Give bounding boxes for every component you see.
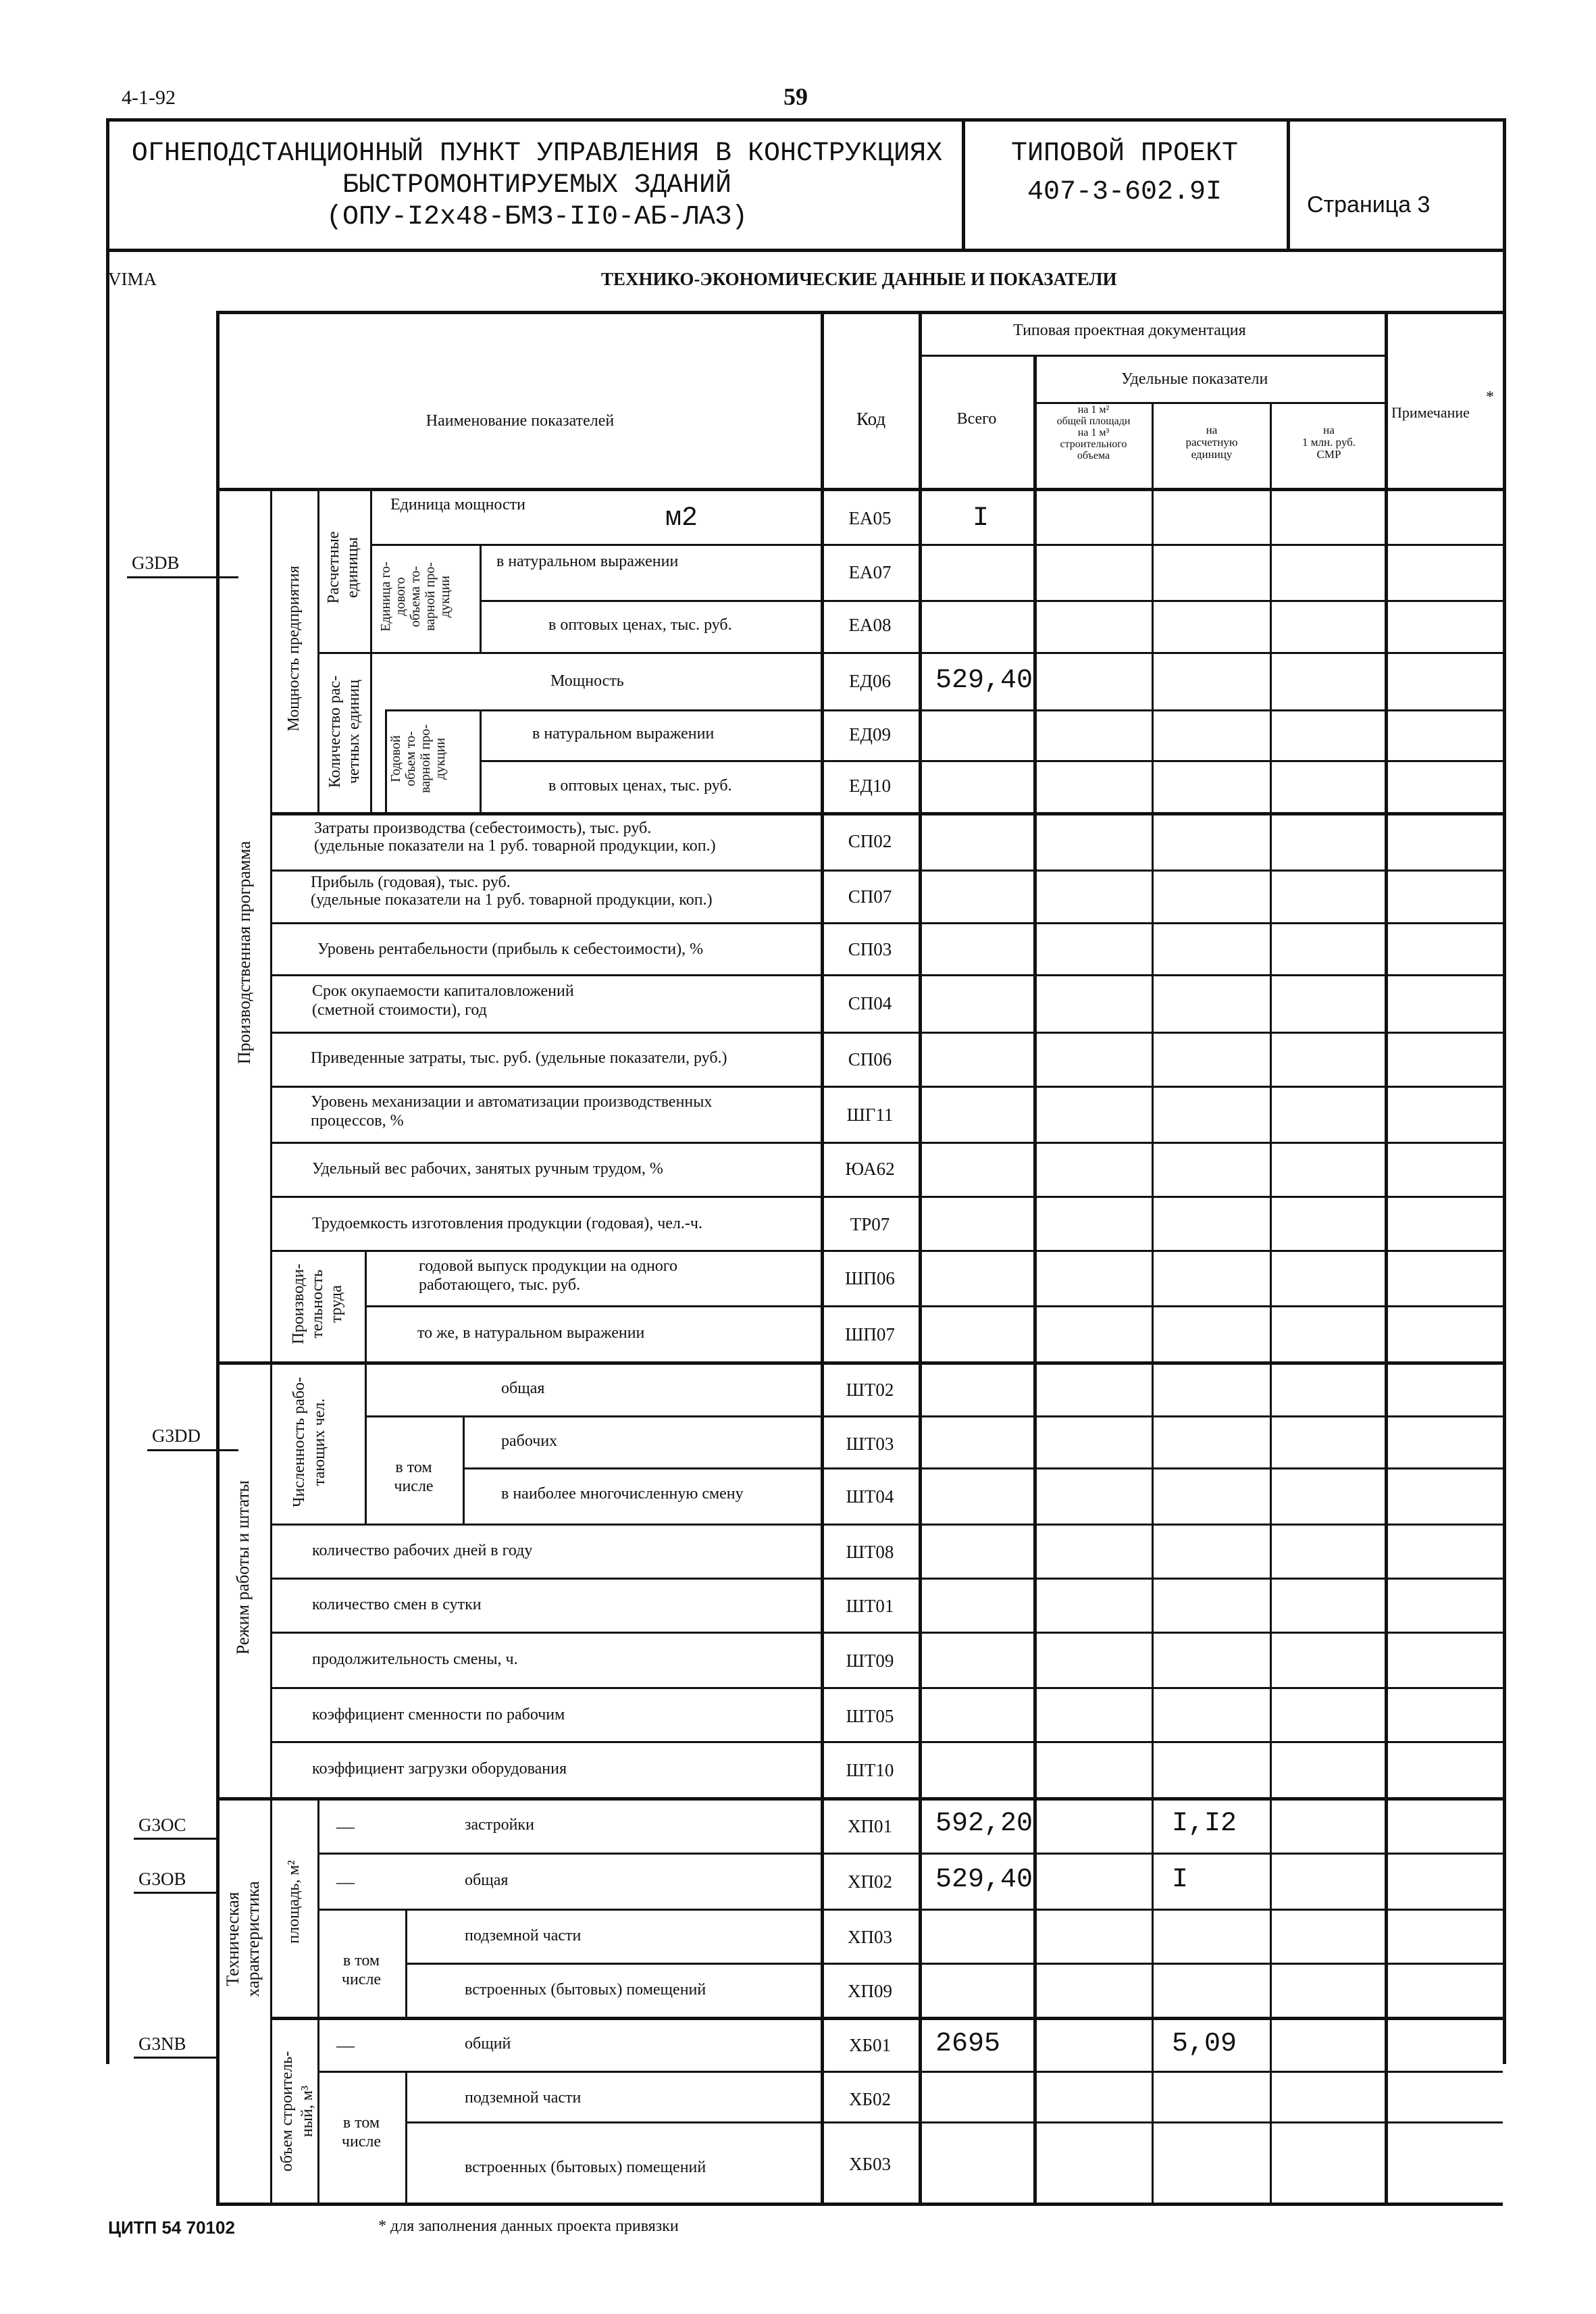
project-type: ТИПОВОЙ ПРОЕКТ: [1010, 139, 1239, 169]
row-built-dash: —: [336, 1816, 355, 1836]
code-sht02: ШТ02: [846, 1380, 894, 1400]
row-natural: в натуральном выражении: [496, 553, 679, 570]
code-xp01: ХП01: [848, 1816, 892, 1836]
value-xp02-unit: I: [1172, 1865, 1189, 1895]
section-code: VIMA: [108, 269, 157, 289]
row-staff-total: общая: [501, 1380, 545, 1397]
row-cost: Затраты производства (себестоимость), тыс. руб. (удельные показатели на 1 руб. товарной продукции, коп.): [314, 820, 716, 855]
doc-number: 4-1-92: [122, 86, 176, 109]
row-unit-capacity: Единица мощности: [390, 496, 525, 513]
code-sht01: ШТ01: [846, 1596, 894, 1616]
title-line-1: ОГНЕПОДСТАНЦИОННЫЙ ПУНКТ УПРАВЛЕНИЯ В КОНСТРУКЦИЯХ: [131, 139, 943, 169]
code-sp04: СП04: [848, 993, 892, 1013]
code-g3nb: G3NB: [138, 2034, 186, 2054]
code-ea08: ЕА08: [848, 615, 892, 635]
vlabel-tech: Техническая характеристика: [223, 1881, 263, 1997]
row-built: застройки: [465, 1816, 534, 1834]
value-xb01-unit: 5,09: [1172, 2029, 1237, 2059]
code-sp02: СП02: [848, 831, 892, 851]
row-vol-builtin: встроенных (бытовых) помещений: [465, 2159, 706, 2176]
row-vol-total-dash: —: [336, 2035, 355, 2055]
code-sp06: СП06: [848, 1049, 892, 1070]
row-underground: подземной части: [465, 1927, 582, 1944]
value-xp01-total: 592,20: [935, 1809, 1033, 1839]
row-load-coef: коэффициент загрузки оборудования: [312, 1760, 567, 1778]
head-per-mln: на 1 млн. руб. СМР: [1302, 424, 1356, 461]
vlabel-volume: объем строитель- ный, м³: [278, 2051, 316, 2172]
vlabel-annual-vol: Годовой объем то- варной про- дукции: [388, 724, 448, 793]
code-sht03: ШТ03: [846, 1434, 894, 1454]
code-ed09: ЕД09: [849, 724, 891, 745]
value-ed06-total: 529,40: [935, 665, 1033, 696]
vlabel-area: площадь, м²: [285, 1860, 303, 1944]
vlabel-prod-program: Производственная программа: [234, 840, 254, 1065]
code-xp09: ХП09: [848, 1981, 892, 2001]
head-note: Примечание: [1391, 404, 1470, 421]
row-shifts: количество смен в сутки: [312, 1596, 482, 1613]
row-manual: Удельный вес рабочих, занятых ручным трудом, %: [312, 1160, 663, 1178]
head-specific: Удельные показатели: [1121, 370, 1268, 388]
page-number: 59: [783, 83, 808, 110]
vlabel-count-units: Количество рас- четных единиц: [326, 675, 363, 788]
code-xp03: ХП03: [848, 1927, 892, 1947]
vlabel-productivity: Производи- тельность труда: [290, 1263, 345, 1344]
vlabel-calc-units: Расчетные единицы: [325, 531, 361, 604]
row-output: годовой выпуск продукции на одного работающего, тыс. руб.: [419, 1257, 678, 1294]
code-xb03: ХБ03: [848, 2154, 891, 2174]
head-per-unit: на расчетную единицу: [1185, 424, 1238, 461]
head-note-mark: *: [1486, 388, 1494, 406]
row-work-days: количество рабочих дней в году: [312, 1542, 533, 1559]
code-ea05: ЕА05: [848, 508, 892, 528]
row-wholesale-2: в оптовых ценах, тыс. руб.: [548, 777, 732, 795]
row-shift-coef: коэффициент сменности по рабочим: [312, 1706, 565, 1724]
head-total: Всего: [956, 410, 997, 428]
footer-org: ЦИТП 54 70102: [108, 2217, 235, 2238]
code-sht09: ШТ09: [846, 1651, 894, 1671]
value-ea05-total: I: [973, 503, 989, 534]
code-tr07: ТР07: [850, 1214, 890, 1234]
row-wholesale: в оптовых ценах, тыс. руб.: [548, 616, 732, 634]
footer-footnote: * для заполнения данных проекта привязки: [378, 2217, 679, 2235]
row-vol-underground: подземной части: [465, 2089, 582, 2107]
section-title: ТЕХНИКО-ЭКОНОМИЧЕСКИЕ ДАННЫЕ И ПОКАЗАТЕЛИ: [601, 269, 1117, 289]
page-label: Страница 3: [1307, 192, 1431, 218]
code-sp03: СП03: [848, 939, 892, 959]
head-per-m2: на 1 м² общей площади на 1 м³ строительного объема: [1056, 404, 1131, 461]
row-vol-incl: в том числе: [341, 2114, 382, 2150]
code-g3db: G3DB: [132, 553, 180, 573]
vlabel-annual-unit: Единица го- дового объема то- варной про- дукции: [378, 561, 453, 632]
row-capacity: Мощность: [550, 672, 624, 690]
code-yua62: ЮА62: [845, 1159, 895, 1179]
code-sht04: ШТ04: [846, 1486, 894, 1507]
vlabel-capacity: Мощность предприятия: [285, 565, 303, 732]
row-unit-capacity-value: м2: [665, 503, 698, 534]
row-output-natural: то же, в натуральном выражении: [417, 1324, 645, 1342]
title-line-3: (ОПУ-I2х48-БМЗ-II0-АБ-ЛАЗ): [326, 202, 748, 232]
code-sp07: СП07: [848, 886, 892, 907]
row-natural-2: в натуральном выражении: [532, 725, 715, 743]
code-g3oc: G3OC: [138, 1815, 186, 1835]
code-ed06: ЕД06: [849, 671, 891, 691]
code-xp02: ХП02: [848, 1871, 892, 1892]
value-xp01-unit: I,I2: [1172, 1809, 1237, 1839]
row-labor: Трудоемкость изготовления продукции (годовая), чел.-ч.: [312, 1215, 702, 1232]
code-shg11: ШГ11: [846, 1105, 894, 1125]
value-xb01-total: 2695: [935, 2029, 1001, 2059]
code-ea07: ЕА07: [848, 562, 892, 582]
value-xp02-total: 529,40: [935, 1865, 1033, 1895]
row-workers: рабочих: [501, 1432, 558, 1450]
row-staff-incl: в том числе: [394, 1459, 434, 1495]
row-vol-total: общий: [465, 2035, 511, 2053]
code-shp06: ШП06: [845, 1268, 895, 1288]
row-payback: Срок окупаемости капиталовложений (сметной стоимости), год: [312, 982, 574, 1019]
head-typical-docs: Типовая проектная документация: [1013, 322, 1246, 339]
title-line-2: БЫСТРОМОНТИРУЕМЫХ ЗДАНИЙ: [342, 170, 732, 201]
row-area-incl: в том числе: [341, 1952, 382, 1988]
head-code: Код: [856, 409, 886, 429]
project-number: 407-3-602.9I: [1027, 177, 1222, 207]
code-xb02: ХБ02: [848, 2089, 891, 2109]
row-profit: Прибыль (годовая), тыс. руб. (удельные показатели на 1 руб. товарной продукции, коп.): [311, 874, 713, 909]
row-area-total: общая: [465, 1871, 509, 1889]
code-g3dd: G3DD: [152, 1426, 201, 1446]
row-profitability: Уровень рентабельности (прибыль к себестоимости), %: [317, 940, 704, 958]
head-name: Наименование показателей: [426, 412, 615, 430]
row-reduced-costs: Приведенные затраты, тыс. руб. (удельные показатели, руб.): [311, 1049, 727, 1067]
code-xb01: ХБ01: [848, 2035, 891, 2055]
code-ed10: ЕД10: [849, 776, 891, 796]
row-builtin: встроенных (бытовых) помещений: [465, 1981, 706, 1998]
code-sht05: ШТ05: [846, 1706, 894, 1726]
vlabel-staff: Численность рабо- тающих чел.: [290, 1377, 328, 1507]
code-sht08: ШТ08: [846, 1542, 894, 1562]
code-sht10: ШТ10: [846, 1760, 894, 1780]
code-shp07: ШП07: [845, 1324, 895, 1344]
vlabel-work-mode: Режим работы и штаты: [233, 1480, 253, 1655]
row-max-shift: в наиболее многочисленную смену: [501, 1485, 744, 1503]
code-g3ob: G3OB: [138, 1869, 186, 1889]
row-area-total-dash: —: [336, 1871, 355, 1892]
row-shift-length: продолжительность смены, ч.: [312, 1651, 518, 1668]
row-mechanization: Уровень механизации и автоматизации производственных процессов, %: [311, 1093, 713, 1130]
